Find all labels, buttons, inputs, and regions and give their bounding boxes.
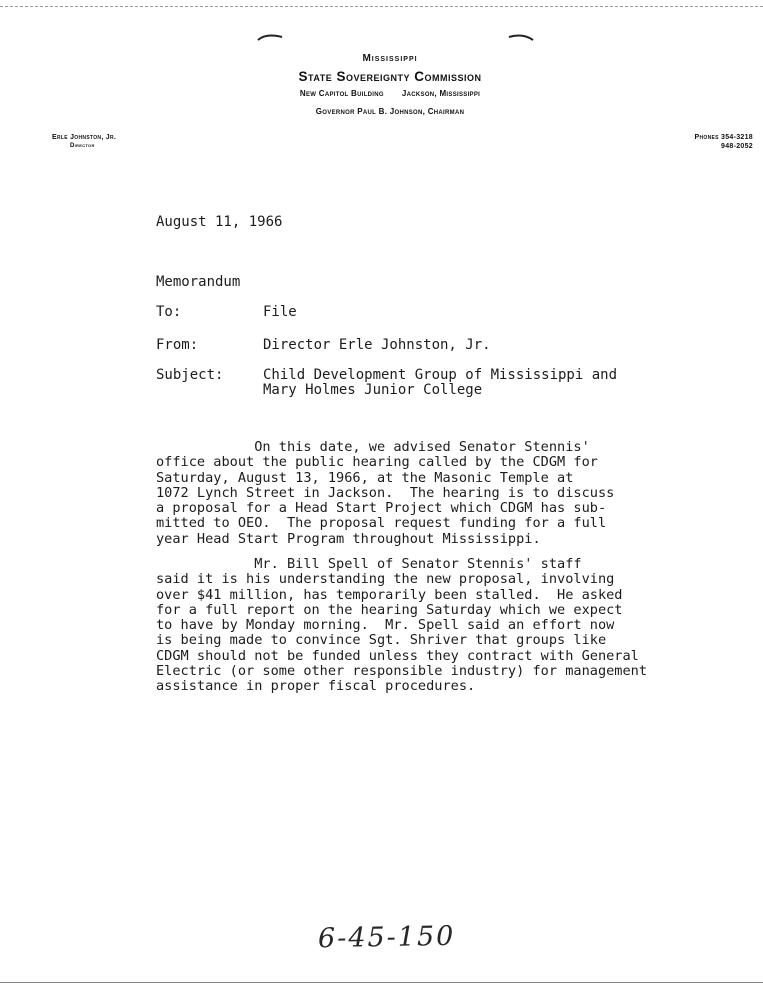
top-dashed-border <box>0 6 763 7</box>
bottom-border <box>0 982 763 983</box>
body-line: Saturday, August 13, 1966, at the Masonic Temple at <box>156 469 574 486</box>
left-mark-icon <box>257 33 283 41</box>
to-label: To: <box>156 304 182 320</box>
letterhead-state: Mississippi <box>362 53 418 64</box>
right-mark-icon <box>508 33 534 41</box>
body-line: to have by Monday morning. Mr. Spell said an effort now <box>156 617 615 634</box>
subject-line-1: Child Development Group of Mississippi and <box>263 367 618 383</box>
body-line: Electric (or some other responsible industry) for management <box>156 663 648 680</box>
director-title: Director <box>70 143 95 149</box>
director-name: Erle Johnston, Jr. <box>52 134 117 141</box>
phone-number-1: Phones 354-3218 <box>694 134 753 141</box>
body-line: mitted to OEO. The proposal request funding for a full <box>156 515 607 532</box>
body-line: CDGM should not be funded unless they contract with General <box>156 647 639 664</box>
subject-label: Subject: <box>156 367 224 383</box>
body-line: is being made to convince Sgt. Shriver that groups like <box>156 632 607 649</box>
body-line: year Head Start Program throughout Mississippi. <box>156 530 541 547</box>
body-line: Mr. Bill Spell of Senator Stennis' staff <box>156 556 582 572</box>
body-paragraph-1 <box>156 440 716 547</box>
memo-date: August 11, 1966 <box>156 214 283 230</box>
subject-line-2: Mary Holmes Junior College <box>263 382 483 398</box>
body-line: 1072 Lynch Street in Jackson. The hearing is to discuss <box>156 484 615 501</box>
body-line: said it is his understanding the new proposal, involving <box>156 571 615 588</box>
body-line: a proposal for a Head Start Project which CDGM has sub- <box>156 500 607 517</box>
handwritten-file-number: 6-45-150 <box>317 920 456 955</box>
phone-number-2: 948-2052 <box>721 143 753 150</box>
from-label: From: <box>156 337 199 353</box>
to-value: File <box>263 304 297 320</box>
body-line: office about the public hearing called by the CDGM for <box>156 454 598 471</box>
letterhead-address <box>0 89 763 98</box>
memo-type: Memorandum <box>156 274 241 290</box>
letterhead-city: Jackson, Mississippi <box>401 89 481 98</box>
letterhead-commission: State Sovereignty Commission <box>298 69 482 84</box>
from-value: Director Erle Johnston, Jr. <box>263 337 491 353</box>
body-paragraph-2 <box>156 557 716 695</box>
body-line: over $41 million, has temporarily been stalled. He asked <box>156 586 623 603</box>
body-line: assistance in proper fiscal procedures. <box>156 678 476 695</box>
body-line: for a full report on the hearing Saturday which we expect <box>156 601 623 618</box>
body-line: On this date, we advised Senator Stennis' <box>156 439 590 455</box>
letterhead-building: New Capitol Building <box>299 89 384 98</box>
letterhead-governor: Governor Paul B. Johnson, Chairman <box>315 107 465 116</box>
